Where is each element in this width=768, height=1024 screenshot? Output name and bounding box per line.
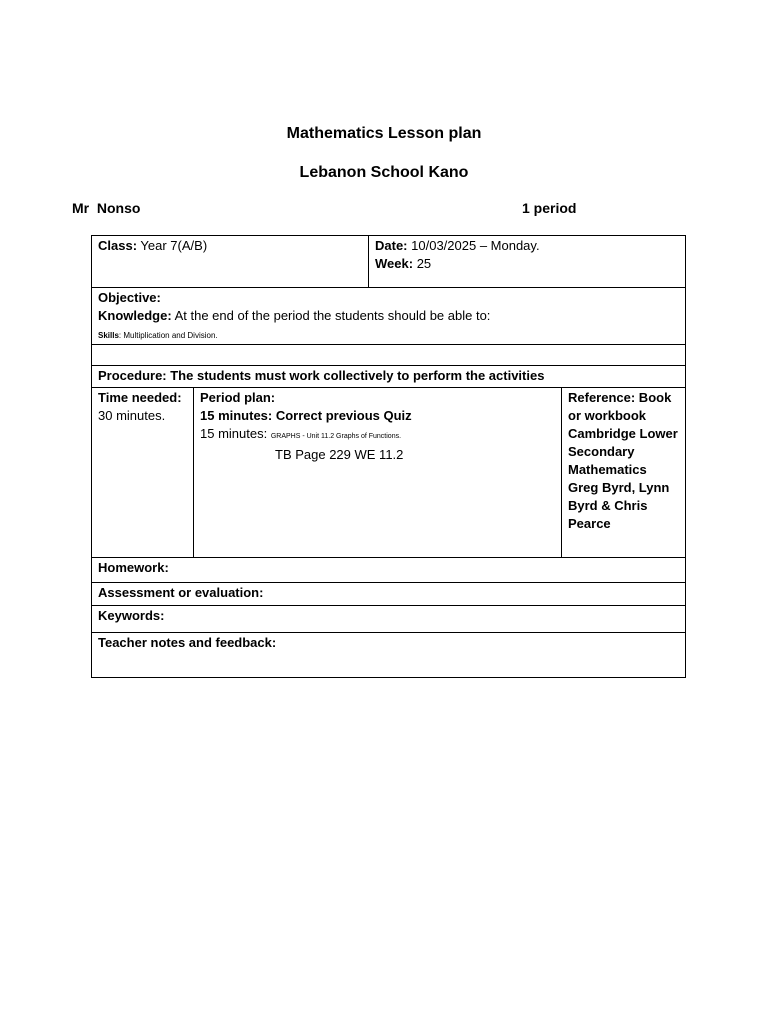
step-1: 15 minutes: Correct previous Quiz bbox=[200, 408, 412, 423]
date-label: Date: bbox=[375, 238, 408, 253]
table-row bbox=[92, 633, 686, 678]
knowledge-value: At the end of the period the students should be able to: bbox=[174, 308, 491, 323]
school-name: Lebanon School Kano bbox=[299, 164, 469, 181]
objective-cell bbox=[92, 288, 686, 345]
table-row bbox=[92, 583, 686, 606]
table-row bbox=[92, 345, 686, 366]
procedure-cell: Procedure: The students must work collectively to perform the activities bbox=[92, 366, 686, 388]
period-plan-cell bbox=[194, 388, 562, 558]
objective-label: Objective: bbox=[98, 290, 161, 305]
class-label: Class: bbox=[98, 238, 138, 253]
knowledge-label: Knowledge: bbox=[98, 308, 172, 323]
skills-label: Skills bbox=[98, 331, 119, 340]
period-plan-label: Period plan: bbox=[200, 390, 276, 405]
period-count: 1 period bbox=[522, 200, 577, 216]
week-value: 25 bbox=[416, 256, 432, 271]
date-week-cell bbox=[369, 236, 686, 288]
assessment-cell: Assessment or evaluation: bbox=[92, 583, 686, 606]
date-value: 10/03/2025 – Monday. bbox=[411, 238, 540, 253]
table-row bbox=[92, 558, 686, 583]
time-cell bbox=[92, 388, 194, 558]
step-2-value: GRAPHS - Unit 11.2 Graphs of Functions. bbox=[270, 433, 402, 440]
time-label: Time needed: bbox=[98, 390, 182, 405]
table-row bbox=[92, 236, 686, 288]
step-2-ref: TB Page 229 WE 11.2 bbox=[275, 447, 404, 462]
notes-cell: Teacher notes and feedback: bbox=[92, 633, 686, 678]
lesson-plan-table bbox=[91, 235, 686, 678]
document-title: Mathematics Lesson plan bbox=[286, 125, 482, 142]
table-row bbox=[92, 366, 686, 388]
reference-cell: Reference: Book or workbook Cambridge Lower Secondary Mathematics Greg Byrd, Lynn Byrd & Chris Pearce bbox=[562, 388, 686, 558]
class-value: Year 7(A/B) bbox=[140, 238, 208, 253]
table-row bbox=[92, 288, 686, 345]
keywords-cell: Keywords: bbox=[92, 606, 686, 633]
class-cell bbox=[92, 236, 369, 288]
table-row bbox=[92, 388, 686, 558]
empty-cell bbox=[92, 345, 686, 366]
time-value: 30 minutes. bbox=[98, 408, 166, 423]
skills-value: : Multiplication and Division. bbox=[118, 331, 218, 340]
teacher-name: Mr Nonso bbox=[72, 200, 141, 216]
week-label: Week: bbox=[375, 256, 414, 271]
homework-cell: Homework: bbox=[92, 558, 686, 583]
step-2-label: 15 minutes: bbox=[200, 426, 268, 441]
table-row bbox=[92, 606, 686, 633]
